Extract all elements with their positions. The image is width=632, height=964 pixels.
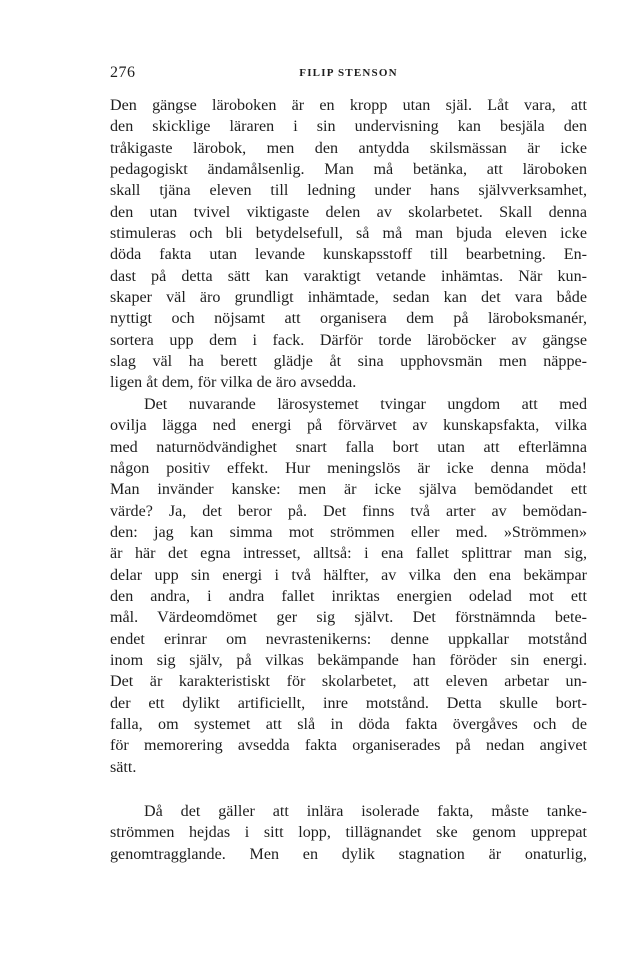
text-line: den andra, i andra fallet inriktas energien odelad mot ett [110,587,587,605]
text-line: sätt. [110,758,137,776]
body-text [110,95,587,865]
text-line: skall tjäna eleven till ledning under hans självverksamhet, [110,182,587,200]
text-line: mål. Värdeomdömet ger sig självt. Det förstnämnda bete- [110,609,587,627]
paragraph [110,801,587,865]
text-line: ovilja lägga ned energi på förvärvet av kunskapsfakta, vilka [110,417,587,435]
running-head [110,64,587,84]
page-number: 276 [110,64,136,81]
text-line: sortera upp dem i fack. Därför torde läroböcker av gängse [110,331,587,349]
text-line: slag väl ha berett glädje åt sina upphovsmän men näppe- [110,353,587,371]
text-line: nyttigt och nöjsamt att organisera dem på läroboksmanér, [110,310,587,328]
text-line: ligen åt dem, för vilka de äro avsedda. [110,374,357,392]
text-line: inom sig själv, på vilkas bekämpande han föröder sin energi. [110,651,587,669]
text-line: Då det gäller att inlära isolerade fakta, måste tanke- [144,803,587,820]
text-line: döda fakta utan levande kunskapsstoff till bearbetning. En- [110,246,587,264]
text-line: delar upp sin energi i två hälfter, av vilka den ena bekämpar [110,566,587,584]
text-line: strömmen hejdas i sitt lopp, tillägnandet ske genom upprepat [110,824,587,842]
text-line: endet erinrar om nevrastenikerns: denne uppkallar motstånd [110,630,587,648]
text-line: skaper väl äro grundligt inhämtade, sedan kan det vara både [110,289,587,307]
text-line: Det nuvarande lärosystemet tvingar ungdom att med [144,395,587,413]
text-line: dast på detta sätt kan varaktigt vetande inhämtas. När kun- [110,267,587,285]
text-line: med naturnödvändighet snart falla bort utan att efterlämna [110,438,587,456]
paragraph-gap [110,778,587,801]
text-line: den utan tvivel viktigaste delen av skolarbetet. Skall denna [110,203,587,221]
text-line: falla, om systemet att slå in döda fakta övergåves och de [110,715,587,733]
text-line: Man invänder kanske: men är icke själva bemödandet ett [110,481,587,499]
text-line: pedagogiskt ändamålsenlig. Man må betänka, att läroboken [110,161,587,179]
text-line: genomtragglande. Men en dylik stagnation är onaturlig, [110,845,587,863]
text-line: Den gängse läroboken är en kropp utan själ. Låt vara, att [110,97,587,114]
text-line: Det är karakteristiskt för skolarbetet, att eleven arbetar un- [110,673,587,691]
text-line: stimuleras och bli betydelsefull, så må man bjuda eleven icke [110,225,587,243]
text-line: der ett dylikt artificiellt, inre motstånd. Detta skulle bort- [110,694,587,712]
text-line: den: jag kan simma mot strömmen eller med. »Strömmen» [110,523,587,541]
running-title: FILIP STENSON [299,67,398,79]
paragraph [110,95,587,394]
text-line: tråkigaste lärobok, men den antydda skilsmässan är icke [110,139,587,157]
text-line: för memorering avsedda fakta organiserades på nedan angivet [110,737,587,755]
text-line: värde? Ja, det beror på. Det finns två arter av bemödan- [110,502,587,520]
text-line: är här det egna intresset, alltså: i ena fallet splittrar man sig, [110,545,587,563]
text-line: den skicklige läraren i sin undervisning kan besjäla den [110,118,587,136]
paragraph [110,394,587,778]
text-line: någon positiv effekt. Hur meningslös är icke denna möda! [110,459,587,477]
